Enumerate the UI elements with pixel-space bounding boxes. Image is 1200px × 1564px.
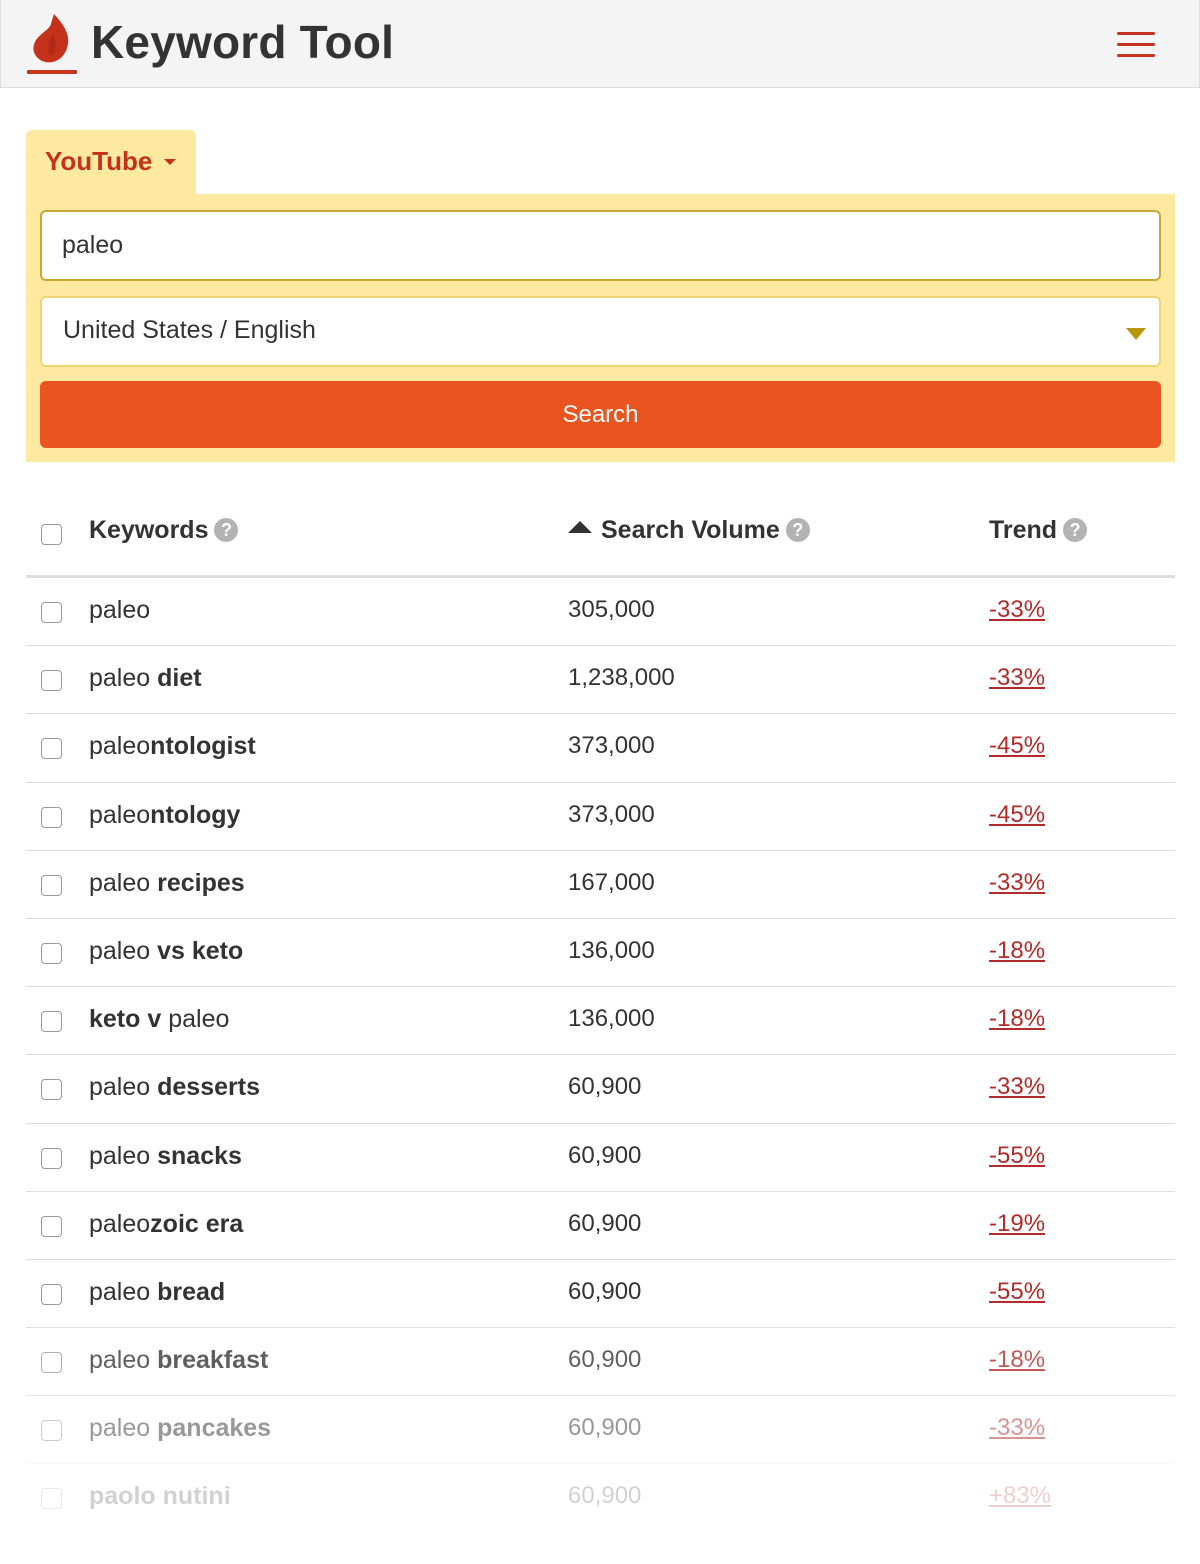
table-row bbox=[26, 1260, 1175, 1328]
table-row bbox=[26, 1464, 1175, 1532]
hamburger-menu-icon[interactable] bbox=[1115, 30, 1157, 60]
table-row bbox=[26, 851, 1175, 919]
help-icon[interactable]: ? bbox=[786, 518, 810, 542]
table-row bbox=[26, 714, 1175, 782]
dropdown-arrow-icon bbox=[1126, 328, 1146, 340]
trend-link[interactable]: -55% bbox=[989, 1277, 1046, 1305]
row-checkbox[interactable] bbox=[41, 1420, 62, 1441]
help-icon[interactable]: ? bbox=[1063, 518, 1087, 542]
search-volume-value: 373,000 bbox=[568, 800, 655, 828]
keyword-text[interactable]: paleo diet bbox=[89, 664, 202, 693]
row-checkbox[interactable] bbox=[41, 738, 62, 759]
table-row bbox=[26, 578, 1175, 646]
row-checkbox[interactable] bbox=[41, 875, 62, 896]
trend-link[interactable]: -33% bbox=[989, 664, 1046, 692]
keyword-text[interactable]: paleo vs keto bbox=[89, 936, 244, 965]
search-volume-value: 167,000 bbox=[568, 868, 655, 896]
search-volume-value: 136,000 bbox=[568, 936, 655, 964]
search-volume-value: 136,000 bbox=[568, 1005, 655, 1033]
select-all-checkbox[interactable] bbox=[41, 524, 62, 545]
keyword-text[interactable]: paleontology bbox=[89, 800, 241, 829]
locale-value: United States / English bbox=[63, 316, 316, 344]
table-row bbox=[26, 919, 1175, 987]
trend-link[interactable]: -18% bbox=[989, 1346, 1046, 1374]
table-header bbox=[26, 494, 1175, 578]
row-checkbox[interactable] bbox=[41, 1284, 62, 1305]
column-header-keywords[interactable] bbox=[89, 516, 238, 545]
trend-header-label: Trend bbox=[989, 516, 1058, 544]
search-volume-header-label: Search Volume bbox=[601, 516, 780, 544]
trend-link[interactable]: -33% bbox=[989, 1073, 1046, 1101]
trend-link[interactable]: +83% bbox=[989, 1482, 1052, 1510]
table-row bbox=[26, 1124, 1175, 1192]
keyword-text[interactable]: paleo snacks bbox=[89, 1141, 242, 1170]
table-row bbox=[26, 1396, 1175, 1464]
row-checkbox[interactable] bbox=[41, 1011, 62, 1032]
locale-select[interactable] bbox=[40, 296, 1161, 367]
search-volume-value: 373,000 bbox=[568, 732, 655, 760]
search-volume-value: 60,900 bbox=[568, 1141, 642, 1169]
help-icon[interactable]: ? bbox=[214, 518, 238, 542]
search-button[interactable]: Search bbox=[40, 381, 1161, 448]
keywords-header-label: Keywords bbox=[89, 516, 209, 544]
keyword-text[interactable]: paleo bread bbox=[89, 1277, 226, 1306]
column-header-trend[interactable] bbox=[989, 516, 1087, 545]
keyword-text[interactable]: paleo desserts bbox=[89, 1073, 260, 1102]
table-row bbox=[26, 1192, 1175, 1260]
brand-title[interactable]: Keyword Tool bbox=[91, 16, 395, 68]
row-checkbox[interactable] bbox=[41, 1148, 62, 1169]
keyword-text[interactable]: paolo nutini bbox=[89, 1482, 231, 1511]
keyword-input[interactable] bbox=[40, 210, 1161, 281]
row-checkbox[interactable] bbox=[41, 1488, 62, 1509]
row-checkbox[interactable] bbox=[41, 1352, 62, 1373]
caret-down-icon bbox=[164, 159, 176, 165]
results-table bbox=[26, 494, 1175, 1533]
search-volume-value: 60,900 bbox=[568, 1346, 642, 1374]
trend-link[interactable]: -18% bbox=[989, 936, 1046, 964]
row-checkbox[interactable] bbox=[41, 807, 62, 828]
row-checkbox[interactable] bbox=[41, 1079, 62, 1100]
trend-link[interactable]: -55% bbox=[989, 1141, 1046, 1169]
table-row bbox=[26, 1055, 1175, 1123]
table-row bbox=[26, 646, 1175, 714]
trend-link[interactable]: -45% bbox=[989, 732, 1046, 760]
source-dropdown[interactable] bbox=[26, 130, 196, 196]
table-row bbox=[26, 1328, 1175, 1396]
search-volume-value: 60,900 bbox=[568, 1482, 642, 1510]
row-checkbox[interactable] bbox=[41, 1216, 62, 1237]
trend-link[interactable]: -33% bbox=[989, 596, 1046, 623]
trend-link[interactable]: -19% bbox=[989, 1209, 1046, 1237]
table-row bbox=[26, 783, 1175, 851]
table-body bbox=[26, 578, 1175, 1533]
keyword-text[interactable]: paleo bbox=[89, 596, 151, 624]
search-volume-value: 60,900 bbox=[568, 1414, 642, 1442]
keyword-text[interactable]: paleo recipes bbox=[89, 868, 245, 897]
search-volume-value: 1,238,000 bbox=[568, 664, 675, 692]
keyword-text[interactable]: paleo pancakes bbox=[89, 1414, 272, 1443]
row-checkbox[interactable] bbox=[41, 670, 62, 691]
row-checkbox[interactable] bbox=[41, 943, 62, 964]
keyword-text[interactable]: paleozoic era bbox=[89, 1209, 244, 1238]
search-volume-value: 60,900 bbox=[568, 1209, 642, 1237]
trend-link[interactable]: -18% bbox=[989, 1005, 1046, 1033]
trend-link[interactable]: -33% bbox=[989, 1414, 1046, 1442]
trend-link[interactable]: -45% bbox=[989, 800, 1046, 828]
table-row bbox=[26, 987, 1175, 1055]
search-volume-value: 60,900 bbox=[568, 1073, 642, 1101]
flame-logo-icon[interactable] bbox=[27, 12, 79, 76]
top-header bbox=[0, 0, 1200, 88]
keyword-text[interactable]: keto v paleo bbox=[89, 1005, 230, 1034]
keyword-text[interactable]: paleo breakfast bbox=[89, 1346, 269, 1375]
search-panel bbox=[26, 194, 1175, 462]
search-volume-value: 305,000 bbox=[568, 596, 655, 623]
sort-ascending-icon bbox=[568, 521, 592, 533]
row-checkbox[interactable] bbox=[41, 602, 62, 623]
keyword-text[interactable]: paleontologist bbox=[89, 732, 256, 761]
trend-link[interactable]: -33% bbox=[989, 868, 1046, 896]
source-label: YouTube bbox=[45, 146, 153, 176]
search-volume-value: 60,900 bbox=[568, 1277, 642, 1305]
column-header-search-volume[interactable] bbox=[568, 516, 810, 545]
